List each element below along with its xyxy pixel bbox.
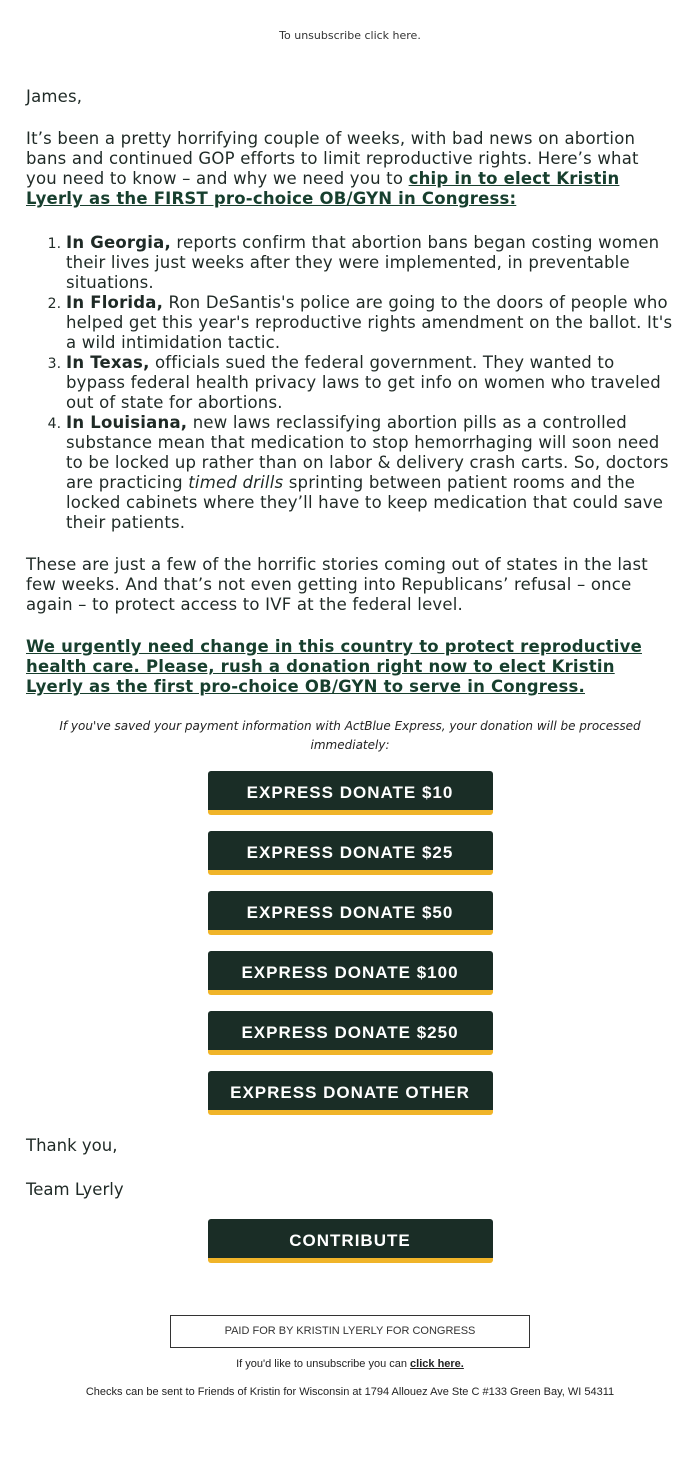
express-donate-100-button[interactable]: EXPRESS DONATE $100: [208, 951, 493, 995]
list-item-text: reports confirm that abortion bans began costing women their lives just weeks after they were implemented, in preventable situations.: [66, 233, 660, 292]
list-item: [66, 293, 674, 353]
intro-paragraph: [26, 129, 674, 209]
list-item-place: In Louisiana,: [66, 413, 188, 432]
list-item-place: In Texas,: [66, 353, 150, 372]
message-content: [0, 87, 700, 697]
express-donate-50-button[interactable]: EXPRESS DONATE $50: [208, 891, 493, 935]
list-item-place: In Georgia,: [66, 233, 171, 252]
express-donate-other-button[interactable]: EXPRESS DONATE OTHER: [208, 1071, 493, 1115]
list-item: [66, 353, 674, 413]
top-unsubscribe: [0, 0, 700, 43]
list-item: [66, 233, 674, 293]
chip-in-link[interactable]: chip in to elect Kristin Lyerly as the FIRST pro-choice OB/GYN in Congress:: [26, 169, 620, 208]
express-donate-10-button[interactable]: EXPRESS DONATE $10: [208, 771, 493, 815]
express-donate-25-button[interactable]: EXPRESS DONATE $25: [208, 831, 493, 875]
donate-buttons: [0, 771, 700, 1115]
express-donate-250-button[interactable]: EXPRESS DONATE $250: [208, 1011, 493, 1055]
team-name: Team Lyerly: [26, 1180, 124, 1199]
footer-unsubscribe: [0, 1357, 700, 1371]
intro-text: It’s been a pretty horrifying couple of weeks, with bad news on abortion bans and continued GOP efforts to limit reproductive rights. Here’s what you need to know – and why we need you to: [26, 129, 639, 188]
list-item-emphasis: timed drills: [188, 473, 284, 492]
list-item-place: In Florida,: [66, 293, 164, 312]
greeting: James,: [26, 87, 83, 106]
list-item: [66, 413, 674, 533]
urgent-donate-link[interactable]: We urgently need change in this country to protect reproductive health care. Please, rush a donation right now to elect Kristin Lyerly as the first pro-choice OB/GYN to serve in Congress.: [26, 637, 642, 696]
paid-for-box: PAID FOR BY KRISTIN LYERLY FOR CONGRESS: [170, 1315, 530, 1348]
top-unsubscribe-link[interactable]: To unsubscribe click here.: [279, 29, 421, 42]
thanks-text: Thank you,: [26, 1136, 118, 1155]
footer-unsubscribe-link[interactable]: click here.: [410, 1358, 464, 1370]
contribute-button[interactable]: CONTRIBUTE: [208, 1219, 493, 1263]
news-list: [26, 233, 674, 533]
urgent-paragraph: [26, 637, 674, 697]
list-item-text: officials sued the federal government. They wanted to bypass federal health privacy laws to get info on women who traveled out of state for abortions.: [66, 353, 661, 412]
footer-unsubscribe-text: If you'd like to unsubscribe you can: [236, 1358, 411, 1370]
list-item-text: new laws reclassifying abortion pills as a controlled substance mean that medication to stop hemorrhaging will soon need to be locked up rather than on labor & delivery crash carts. So, doctors are practicing: [66, 413, 669, 492]
actblue-disclaimer: If you've saved your payment information with ActBlue Express, your donation will be processed immediately:: [59, 719, 641, 752]
stories-paragraph: These are just a few of the horrific stories coming out of states in the last few weeks. And that’s not even getting into Republicans’ refusal – once again – to protect access to IVF at the federal level.: [26, 555, 648, 614]
mailing-address: Checks can be sent to Friends of Kristin for Wisconsin at 1794 Allouez Ave Ste C #133 Green Bay, WI 54311: [85, 1386, 615, 1398]
list-item-text: sprinting between patient rooms and the locked cabinets where they’ll have to keep medication that could save their patients.: [66, 473, 664, 532]
contribute-wrap: [0, 1219, 700, 1263]
signoff: [0, 1136, 700, 1200]
list-item-text: Ron DeSantis's police are going to the doors of people who helped get this year's reproductive rights amendment on the ballot. It's a wild intimidation tactic.: [66, 293, 673, 352]
